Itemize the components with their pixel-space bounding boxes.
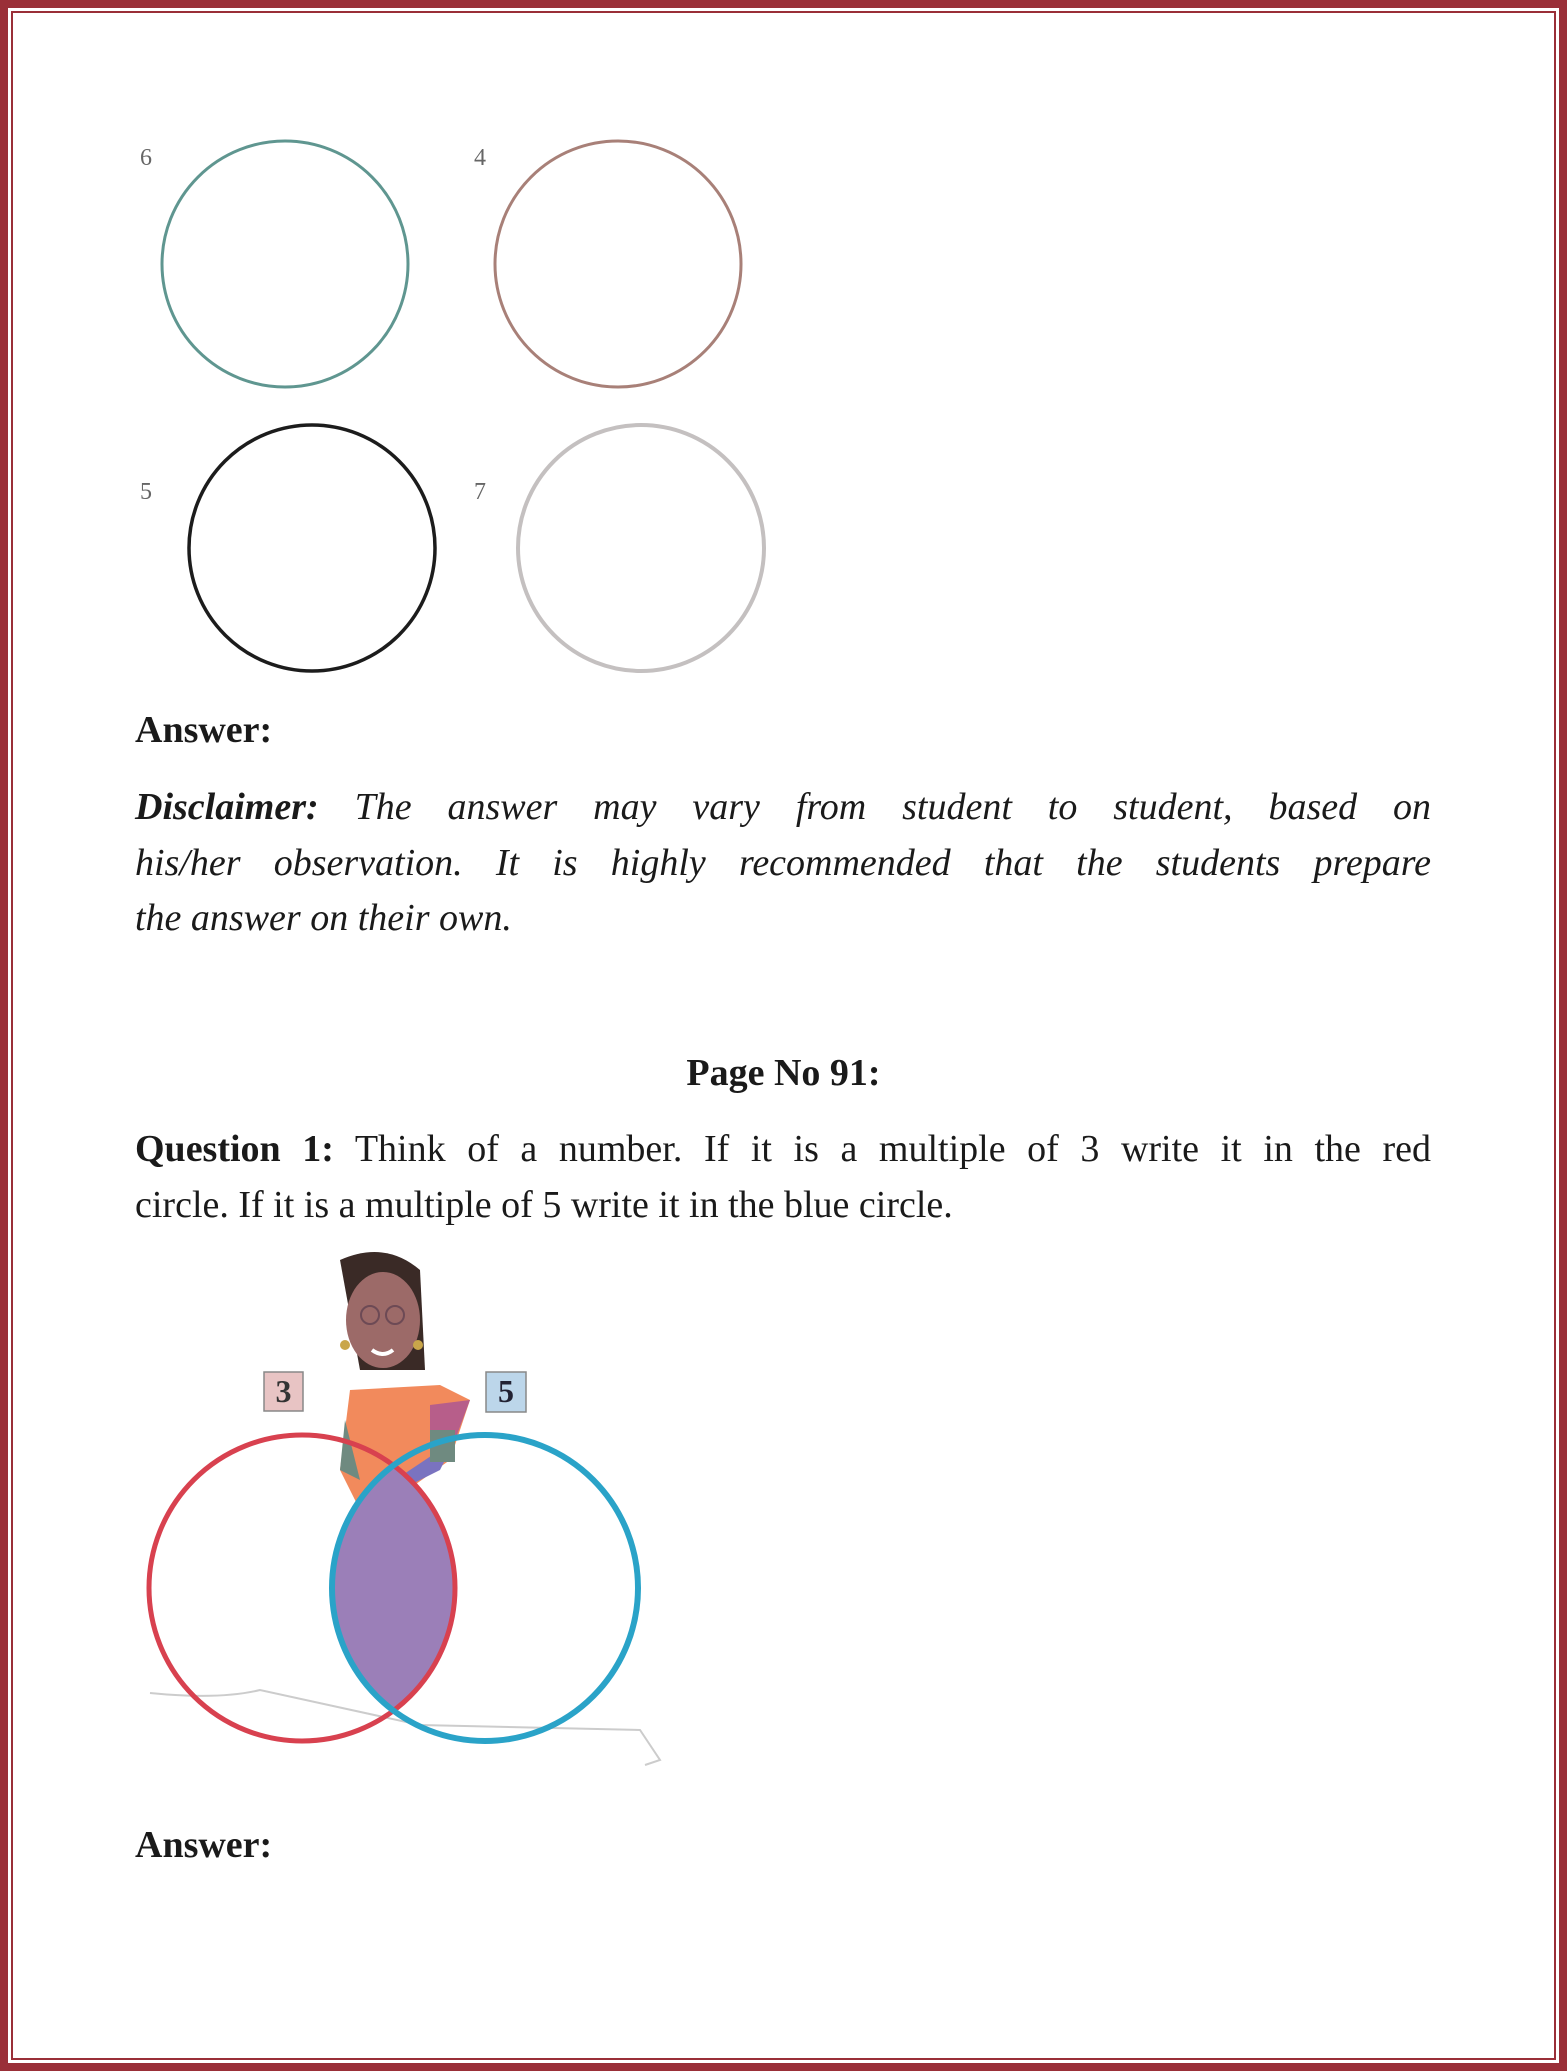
answer-heading: Answer:: [135, 709, 273, 751]
page-heading: Page No 91:: [686, 1052, 881, 1094]
disclaimer-label: Disclaimer:: [135, 786, 319, 828]
disclaimer-line-1: [135, 780, 1431, 835]
venn-diagram: [149, 1252, 660, 1765]
venn-overlap: [332, 1466, 455, 1711]
question-text-1: Think of a number. If it is a multiple of 3 write it in the red: [354, 1128, 1431, 1170]
question-line-2: circle. If it is a multiple of 5 write it in the blue circle.: [135, 1184, 953, 1226]
venn-label-5: 5: [498, 1373, 514, 1409]
circle-6: [162, 141, 408, 387]
disclaimer-line-2: his/her observation. It is highly recommended that the students prepare: [135, 842, 1431, 884]
shape-label-4: 4: [474, 145, 486, 171]
answer-heading-2: Answer:: [135, 1824, 273, 1866]
circle-4: [495, 141, 741, 387]
question-label: Question 1:: [135, 1128, 334, 1170]
venn-label-3: 3: [275, 1373, 292, 1409]
disclaimer-text-1: The answer may vary from student to student, based on: [354, 786, 1432, 828]
circle-5: [189, 425, 435, 671]
shape-label-6: 6: [140, 145, 152, 171]
shape-label-7: 7: [474, 479, 486, 505]
disclaimer-line-3: the answer on their own.: [135, 897, 512, 939]
question-line-1: [135, 1122, 1431, 1177]
shape-label-5: 5: [140, 479, 152, 505]
circle-7: [518, 425, 764, 671]
